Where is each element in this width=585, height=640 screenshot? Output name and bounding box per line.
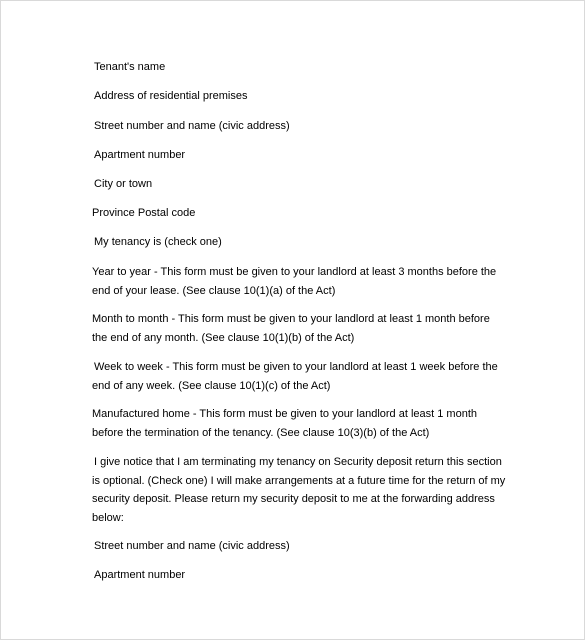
notice-line-4: below:	[92, 511, 124, 524]
month-to-month-line-2: the end of any month. (See clause 10(1)(b) of the Act)	[92, 331, 355, 344]
address-premises-label: Address of residential premises	[94, 90, 248, 102]
province-postal-label: Province Postal code	[92, 207, 196, 219]
apartment-label: Apartment number	[94, 149, 186, 161]
city-label: City or town	[94, 178, 153, 190]
notice-line-2: is optional. (Check one) I will make arrangements at a future time for the return of my	[92, 474, 506, 487]
forwarding-apartment-label: Apartment number	[94, 569, 186, 581]
manufactured-home-line-1: Manufactured home - This form must be given to your landlord at least 1 month	[92, 408, 477, 420]
tenant-name-label: Tenant's name	[94, 61, 166, 73]
notice-line-1: I give notice that I am terminating my tenancy on Security deposit return this section	[94, 456, 502, 468]
year-to-year-line-1: Year to year - This form must be given to your landlord at least 3 months before the	[92, 266, 497, 278]
week-to-week-line-2: end of any week. (See clause 10(1)(c) of the Act)	[92, 379, 331, 392]
year-to-year-line-2: end of your lease. (See clause 10(1)(a) of the Act)	[92, 284, 336, 297]
month-to-month-option	[92, 310, 497, 347]
forwarding-street-label: Street number and name (civic address)	[94, 540, 290, 552]
week-to-week-option	[94, 358, 499, 395]
month-to-month-line-1: Month to month - This form must be given to your landlord at least 1 month before	[92, 313, 490, 325]
notice-line-3: security deposit. Please return my security deposit to me at the forwarding address	[92, 493, 495, 505]
street-label: Street number and name (civic address)	[94, 120, 290, 132]
week-to-week-line-1: Week to week - This form must be given to your landlord at least 1 week before the	[94, 361, 498, 373]
year-to-year-option	[92, 263, 497, 300]
manufactured-home-option	[92, 405, 497, 442]
manufactured-home-line-2: before the termination of the tenancy. (See clause 10(3)(b) of the Act)	[92, 426, 430, 439]
termination-notice	[92, 453, 506, 527]
tenancy-check-label: My tenancy is (check one)	[94, 236, 222, 248]
